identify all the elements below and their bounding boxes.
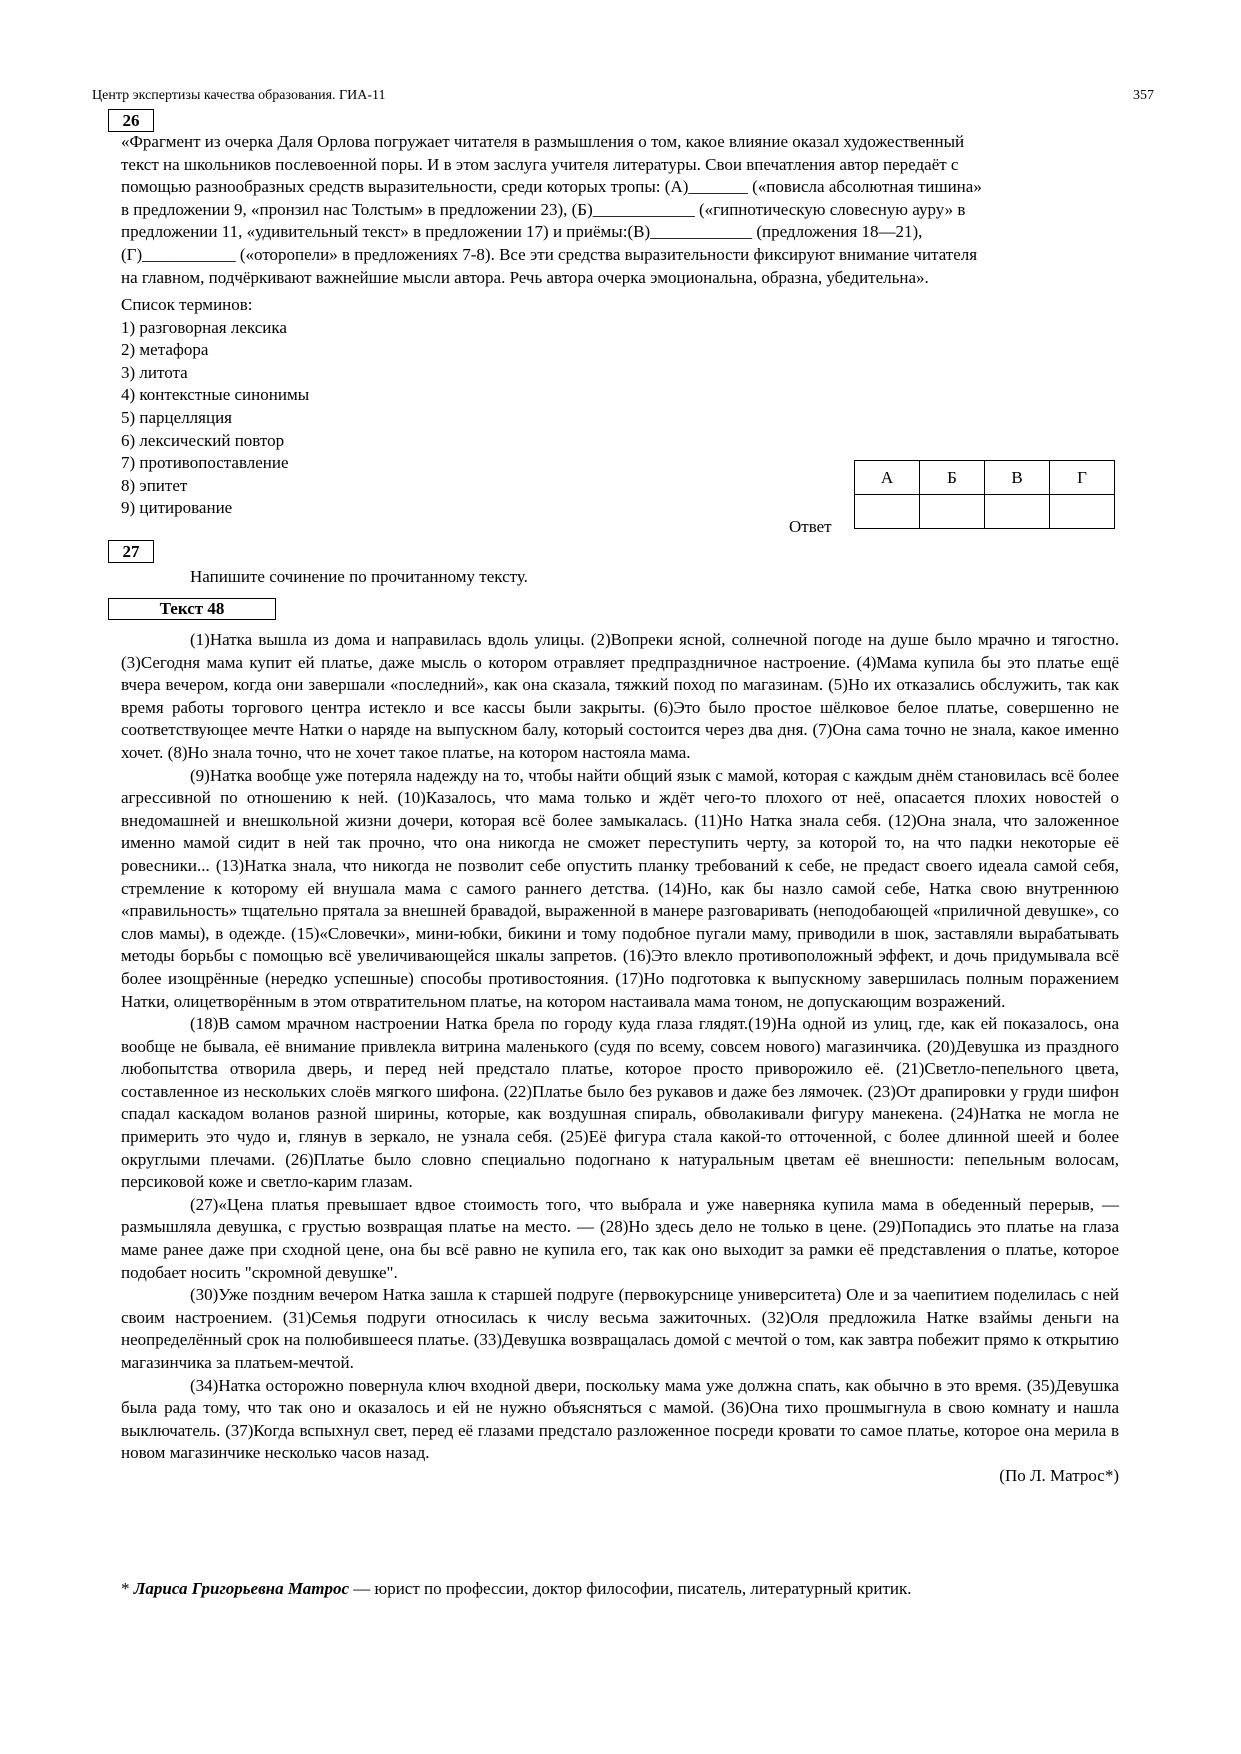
text-paragraph: (9)Натка вообще уже потеряла надежду на то, чтобы найти общий язык с мамой, которая с каждым днём становилась всё более агрессивной по отношению к ней. (10)Казалось, что мама только и ждёт чего-то плохого от неё, опасается плохих новостей о внедомашней и внешкольной жизни дочери, которая всё более замыкалась. (11)Но Натка знала себя. (12)Она знала, что заложенное именно мамой сидит в ней так прочно, что она никогда не сможет переступить черту, за которой то, на что падки некоторые её ровесники... (13)Натка знала, что никогда не позволит себе опустить планку требований к себе, не предаст своего идеала самой себя, стремление к которому ей внушала мама с самого раннего детства. (14)Но, как бы назло самой себе, Натка свою внутреннюю «правильность» тщательно прятала за внешней бравадой, выраженной в манере разговаривать (неподобающей «приличной девушке», со слов мамы), в одежде. (15)«Словечки», мини-юбки, бикини и тому подобное пугали маму, приводили в шок, заставляли вырабатывать методы борьбы с помощью всё увеличивающейся шкалы запретов. (16)Это влекло противоположный эффект, и дочь придумывала всё более изощрённые (нередко успешные) способы противостояния. (17)Но подготовка к выпускному завершилась полным поражением Натки, олицетворённым в этом отвратительном платье, на котором настаивала мама тоном, не допускающим возражений. — [121, 765, 1119, 1011]
term-item: 3) литота — [121, 362, 188, 382]
terms-title: Список терминов: — [121, 295, 253, 314]
answer-cell-a[interactable] — [855, 495, 920, 529]
page-number: 357 — [1133, 88, 1154, 103]
term-item: 7) противопоставление — [121, 453, 289, 473]
terms-list — [121, 294, 309, 520]
text-paragraph: (1)Натка вышла из дома и направилась вдоль улицы. (2)Вопреки ясной, солнечной погоде на душе было мрачно и тягостно. (3)Сегодня мама купит ей платье, даже мысль о котором отравляет предпраздничное настроение. (4)Мама купила бы это платье ещё вчера вечером, когда они завершали «последний», как она сказала, тяжкий поход по магазинам. (5)Но их отказались обслужить, так как время работы торгового центра истекло и все кассы были закрыты. (6)Это было простое шёлковое белое платье, совершенно не соответствующее мечте Натки о наряде на выпускном балу, который состоится через два дня. (7)Она сама точно не знала, какое именно хочет. (8)Но знала точно, что не хочет такое платье, на котором настояла мама. — [121, 630, 1119, 762]
task-27-instruction: Напишите сочинение по прочитанному тексту. — [190, 567, 528, 586]
task-26-line: в предложении 9, «пронзил нас Толстым» в предложении 23), (Б)____________ («гипнотическую словесную ауру» в — [121, 199, 966, 219]
text-paragraph: (30)Уже поздним вечером Натка зашла к старшей подруге (первокурснице университета) Оле и за чаепитием поделилась с ней своим настроением. (31)Семья подруги относилась к числу весьма зажиточных. (32)Оля предложила Натке взаймы деньги на неопределённый срок на полюбившееся платье. (33)Девушка возвращалась домой с мечтой о том, как завтра побежит прямо к открытию магазинчика за платьем-мечтой. — [121, 1285, 1119, 1372]
text-number-label: Текст 48 — [108, 598, 276, 620]
task-26-line: помощью разнообразных средств выразительности, среди которых тропы: (А)_______ («повисла абсолютная тишина» — [121, 177, 982, 197]
task-26-line: текст на школьников послевоенной поры. И в этом заслуга учителя литературы. Свои впечатления автор передаёт с — [121, 154, 959, 174]
task-26-text — [121, 131, 1119, 289]
text-paragraph: (18)В самом мрачном настроении Натка брела по городу куда глаза глядят.(19)На одной из улиц, где, как ей показалось, она вообще не бывала, её внимание привлекла витрина маленького (судя по всему, совсем нового) магазинчика. (20)Девушка из праздного любопытства отворила дверь, и перед ней предстало платье, которое просто приворожило её. (21)Светло-пепельного цвета, составленное из нескольких слоёв мягкого шифона. (22)Платье было без рукавов и даже без лямочек. (23)От драпировки у груди шифон спадал каскадом воланов разной ширины, которые, как воздушная спираль, обволакивали фигуру манекена. (24)Натка не могла не примерить это чудо и, глянув в зеркало, не узнала себя. (25)Её фигура стала какой-то отточенной, с более длинной шеей и более округлыми плечами. (26)Платье было словно специально подогнано к натуральным цветам её внешности: пепельным волосам, персиковой коже и светло-карим глазам. — [121, 1014, 1119, 1192]
text-attribution: (По Л. Матрос*) — [999, 1465, 1119, 1485]
answer-cell-g[interactable] — [1050, 495, 1115, 529]
task-26-number: 26 — [108, 109, 154, 132]
term-item: 1) разговорная лексика — [121, 317, 287, 337]
task-27-number: 27 — [108, 540, 154, 563]
text-paragraph: (27)«Цена платья превышает вдвое стоимость того, что выбрала и уже наверняка купила мама в обеденный перерыв, — размышляла девушка, с грустью возвращая платье на место. — (28)Но здесь дело не только в цене. (29)Попадись это платье на глаза маме ранее даже при сходной цене, она бы всё равно не купила его, так как оно выходит за рамки её представления о платье, которое подобает носить "скромной девушке". — [121, 1194, 1119, 1282]
footnote-author-name: Лариса Григорьевна Матрос — [133, 1579, 349, 1598]
footnote-description: — юрист по профессии, доктор философии, писатель, литературный критик. — [349, 1579, 912, 1598]
header-organization: Центр экспертизы качества образования. ГИА-11 — [92, 88, 386, 103]
answer-cell-b[interactable] — [920, 495, 985, 529]
term-item: 6) лексический повтор — [121, 430, 285, 450]
source-text — [121, 629, 1119, 1488]
answer-header-g: Г — [1050, 461, 1115, 495]
answer-header-v: В — [985, 461, 1050, 495]
term-item: 2) метафора — [121, 340, 209, 360]
footnote-star: * — [121, 1579, 130, 1598]
term-item: 5) парцелляция — [121, 407, 232, 427]
answer-table — [854, 460, 1115, 529]
task-26-line: (Г)___________ («оторопели» в предложениях 7-8). Все эти средства выразительности фиксируют внимание читателя — [121, 244, 978, 264]
term-item: 9) цитирование — [121, 498, 233, 518]
task-26-line: предложении 11, «удивительный текст» в предложении 17) и приёмы:(В)____________ (предложения 18—21), — [121, 222, 923, 242]
text-paragraph: (34)Натка осторожно повернула ключ входной двери, поскольку мама уже должна спать, как обычно в это время. (35)Девушка была рада тому, что так оно и оказалось и ей не нужно объясняться с мамой. (36)Она тихо прошмыгнула в свою комнату и нашла выключатель. (37)Когда вспыхнул свет, перед её глазами предстало разложенное посреди кровати то самое платье, которое она мерила в новом магазинчике несколько часов назад. — [121, 1375, 1119, 1463]
term-item: 4) контекстные синонимы — [121, 385, 310, 405]
answer-cell-v[interactable] — [985, 495, 1050, 529]
task-26-line: «Фрагмент из очерка Даля Орлова погружает читателя в размышления о том, какое влияние оказал художественный — [121, 132, 965, 151]
answer-header-a: А — [855, 461, 920, 495]
answer-header-b: Б — [920, 461, 985, 495]
term-item: 8) эпитет — [121, 475, 188, 495]
answer-label: Ответ — [789, 517, 832, 536]
task-26-line: на главном, подчёркивают важнейшие мысли автора. Речь автора очерка эмоциональна, образна, убедительна». — [121, 267, 929, 287]
author-footnote — [121, 1579, 912, 1599]
